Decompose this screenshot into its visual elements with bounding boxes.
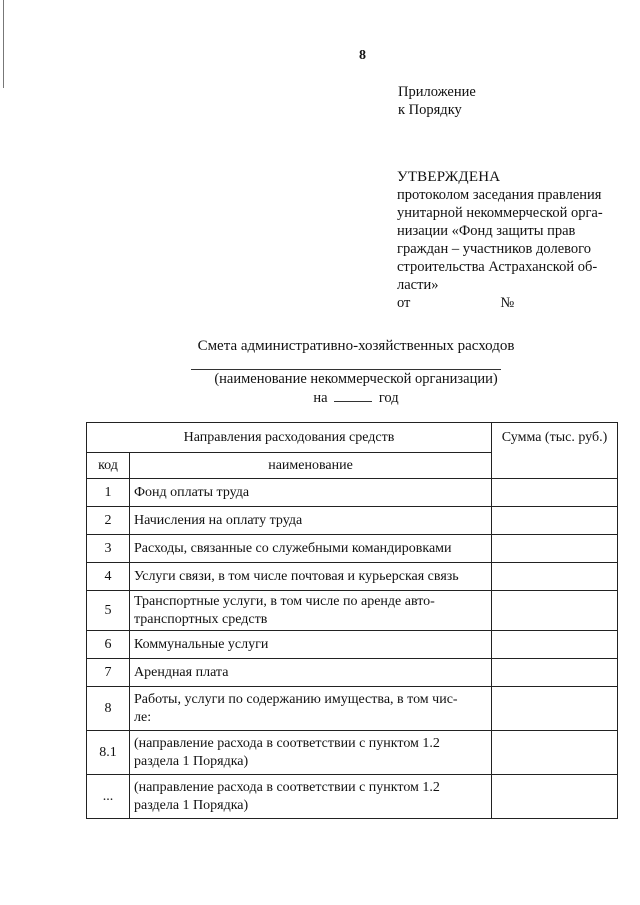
- row-code: 3: [87, 535, 130, 563]
- row-sum: [492, 631, 618, 659]
- header-name: наименование: [130, 453, 492, 479]
- date-label: от: [397, 295, 411, 311]
- row-name: [130, 507, 492, 535]
- appendix-block: [398, 83, 476, 119]
- row-name-line: Начисления на оплату труда: [134, 512, 303, 528]
- approval-line: унитарной некоммерческой орга-: [397, 205, 603, 221]
- table-row: [87, 631, 618, 659]
- row-name-line: Услуги связи, в том числе почтовая и курьерская связь: [134, 568, 459, 584]
- approval-line: низации «Фонд защиты прав: [397, 223, 576, 239]
- number-label: №: [500, 295, 515, 311]
- org-name-rule: [191, 369, 501, 370]
- approval-heading: УТВЕРЖДЕНА: [397, 169, 501, 185]
- approval-date-line: [397, 294, 614, 312]
- row-sum: [492, 731, 618, 775]
- appendix-line-1: Приложение: [398, 84, 476, 100]
- header-code: код: [87, 453, 130, 479]
- row-sum: [492, 775, 618, 819]
- row-name-line: (направление расхода в соответствии с пунктом 1.2: [134, 735, 440, 751]
- table-row: [87, 591, 618, 631]
- approval-body: [397, 186, 614, 294]
- row-name-line: Фонд оплаты труда: [134, 484, 250, 500]
- estimate-table: [86, 422, 618, 819]
- row-code: 6: [87, 631, 130, 659]
- year-suffix: год: [378, 390, 399, 406]
- row-code: 5: [87, 591, 130, 631]
- org-name-caption: (наименование некоммерческой организации): [214, 371, 498, 387]
- row-name: [130, 563, 492, 591]
- table-row: [87, 479, 618, 507]
- table-row: [87, 731, 618, 775]
- row-name-line: Коммунальные услуги: [134, 636, 269, 652]
- row-sum: [492, 507, 618, 535]
- header-directions: Направления расходования средств: [87, 423, 492, 453]
- document-title: Смета административно-хозяйственных расходов: [197, 338, 515, 354]
- year-prefix: на: [313, 390, 328, 406]
- table-row: [87, 775, 618, 819]
- row-sum: [492, 591, 618, 631]
- row-name-line: Расходы, связанные со служебными командировками: [134, 540, 452, 556]
- row-sum: [492, 687, 618, 731]
- row-code: 4: [87, 563, 130, 591]
- table-row: [87, 507, 618, 535]
- row-name-line: ле:: [134, 709, 152, 725]
- approval-block: [397, 168, 614, 312]
- row-name: [130, 659, 492, 687]
- row-code: 8: [87, 687, 130, 731]
- approval-line: граждан – участников долевого: [397, 241, 591, 257]
- table-row: [87, 687, 618, 731]
- approval-line: ласти»: [397, 277, 439, 293]
- approval-line: строительства Астраханской об-: [397, 259, 598, 275]
- row-code: ...: [87, 775, 130, 819]
- row-name-line: Арендная плата: [134, 664, 229, 680]
- row-name-line: транспортных средств: [134, 611, 268, 627]
- year-blank: [334, 389, 372, 402]
- appendix-line-2: к Порядку: [398, 102, 462, 118]
- row-name: [130, 479, 492, 507]
- year-line: [0, 389, 640, 407]
- row-name-line: Транспортные услуги, в том числе по аренде авто-: [134, 593, 435, 609]
- row-sum: [492, 659, 618, 687]
- row-code: 8.1: [87, 731, 130, 775]
- row-name-line: (направление расхода в соответствии с пунктом 1.2: [134, 779, 440, 795]
- table-header-row: [87, 423, 618, 453]
- row-name: [130, 687, 492, 731]
- row-name: [130, 631, 492, 659]
- row-code: 2: [87, 507, 130, 535]
- row-name-line: Работы, услуги по содержанию имущества, в том чис-: [134, 691, 458, 707]
- approval-line: протоколом заседания правления: [397, 187, 602, 203]
- row-code: 7: [87, 659, 130, 687]
- table-row: [87, 659, 618, 687]
- row-name: [130, 535, 492, 563]
- row-name-line: раздела 1 Порядка): [134, 797, 249, 813]
- table-row: [87, 535, 618, 563]
- page-number: 8: [359, 48, 366, 63]
- row-code: 1: [87, 479, 130, 507]
- table-row: [87, 563, 618, 591]
- row-name: [130, 775, 492, 819]
- scan-margin-line: [3, 0, 4, 88]
- row-sum: [492, 563, 618, 591]
- header-sum: Сумма (тыс. руб.): [492, 423, 618, 479]
- row-sum: [492, 479, 618, 507]
- row-name: [130, 731, 492, 775]
- row-sum: [492, 535, 618, 563]
- row-name-line: раздела 1 Порядка): [134, 753, 249, 769]
- row-name: [130, 591, 492, 631]
